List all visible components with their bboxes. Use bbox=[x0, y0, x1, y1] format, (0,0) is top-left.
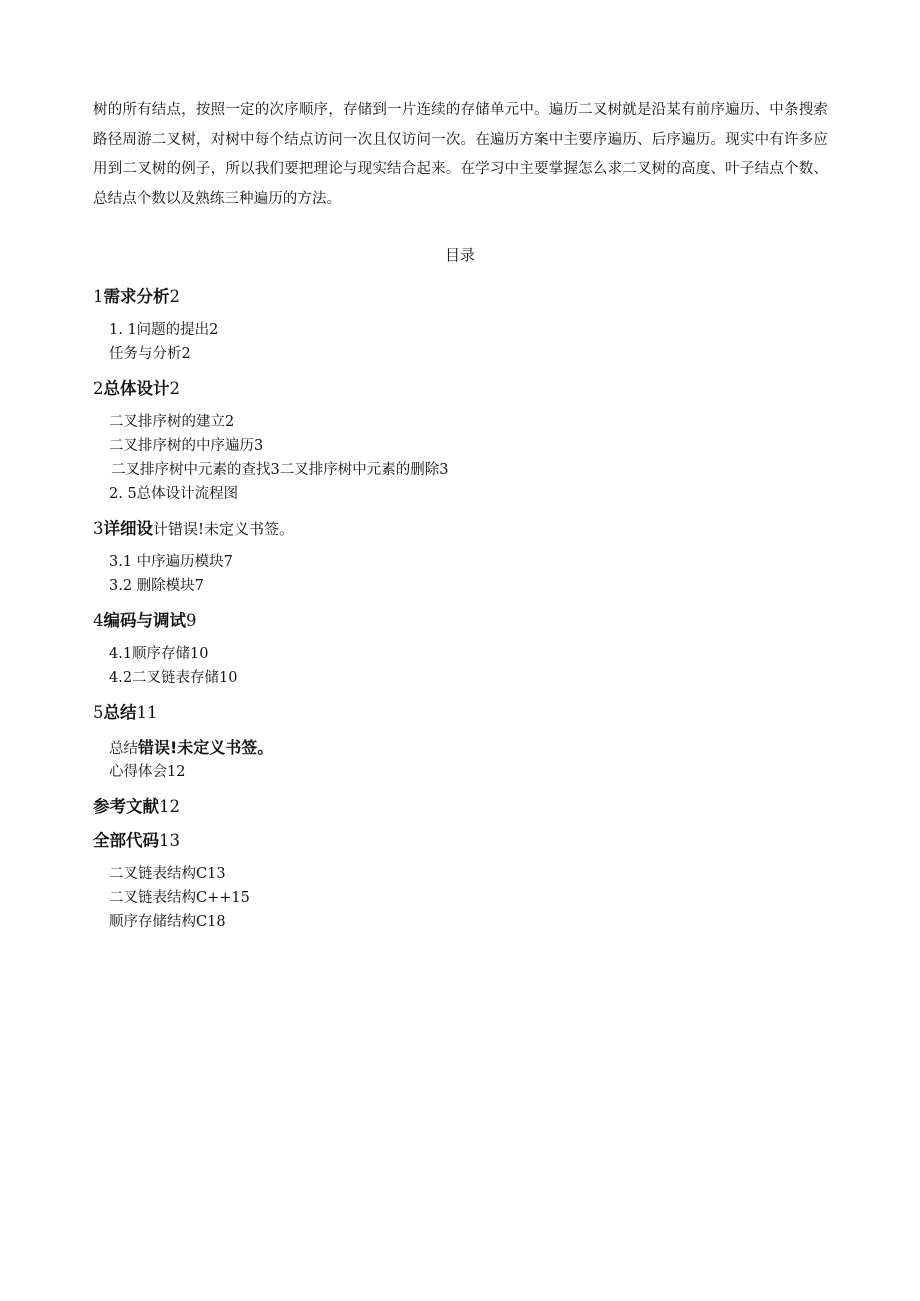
toc-section-1-number: 1 bbox=[93, 287, 104, 306]
toc-section-1-title: 需求分析 bbox=[103, 287, 170, 306]
toc-section-4[interactable] bbox=[93, 608, 853, 634]
toc-section-references[interactable] bbox=[93, 794, 853, 820]
toc-item-2-2[interactable]: 二叉排序树的中序遍历3 bbox=[109, 438, 264, 454]
intro-paragraph: 树的所有结点，按照一定的次序顺序，存储到一片连续的存储单元中。遍历二叉树就是沿某有前序遍历、中条搜索路径周游二叉树，对树中每个结点访问一次且仅访问一次。在遍历方案中主要序遍历、后序遍历。现实中有许多应用到二叉树的例子，所以我们要把理论与现实结合起来。在学习中主要掌握怎么求二叉树的高度、叶子结点个数、总结点个数以及熟练三种遍历的方法。 bbox=[93, 102, 828, 207]
toc-section-3[interactable] bbox=[93, 516, 853, 542]
toc-full-code-page: 13 bbox=[159, 831, 180, 850]
table-of-contents bbox=[93, 284, 853, 934]
toc-references-page: 12 bbox=[159, 797, 180, 816]
toc-item-3-2[interactable]: 3.2 删除模块7 bbox=[109, 578, 204, 594]
toc-section-1-page: 2 bbox=[169, 287, 180, 306]
toc-section-4-title: 编码与调试 bbox=[103, 611, 186, 630]
toc-section-3-number: 3 bbox=[93, 519, 104, 538]
toc-item-4-1[interactable]: 4.1顺序存储10 bbox=[109, 646, 209, 662]
toc-section-4-page: 9 bbox=[186, 611, 197, 630]
toc-section-5-number: 5 bbox=[93, 703, 104, 722]
toc-section-1[interactable] bbox=[93, 284, 853, 310]
toc-section-2-title: 总体设计 bbox=[103, 379, 170, 398]
toc-full-code-title: 全部代码 bbox=[93, 831, 159, 850]
toc-item-7-1[interactable]: 二叉链表结构C13 bbox=[109, 866, 226, 882]
toc-section-3-error: 计错误!未定义书签。 bbox=[153, 520, 295, 538]
toc-item-1-2[interactable]: 任务与分析2 bbox=[109, 346, 191, 362]
toc-item-5-1-prefix: 总结 bbox=[109, 741, 138, 757]
toc-item-7-2[interactable]: 二叉链表结构C++15 bbox=[109, 890, 250, 906]
toc-section-5[interactable] bbox=[93, 700, 853, 726]
toc-section-4-number: 4 bbox=[93, 611, 104, 630]
toc-section-2-number: 2 bbox=[93, 379, 104, 398]
toc-item-7-3[interactable]: 顺序存储结构C18 bbox=[109, 914, 226, 930]
toc-title: 目录 bbox=[444, 246, 475, 264]
toc-item-5-1[interactable] bbox=[93, 736, 853, 760]
toc-section-2-page: 2 bbox=[169, 379, 180, 398]
toc-item-4-2[interactable]: 4.2二叉链表存储10 bbox=[109, 670, 238, 686]
toc-section-full-code[interactable] bbox=[93, 828, 853, 854]
toc-item-2-1[interactable]: 二叉排序树的建立2 bbox=[109, 414, 235, 430]
toc-section-5-title: 总结 bbox=[103, 703, 137, 722]
toc-item-1-1[interactable]: 1. 1问题的提出2 bbox=[109, 322, 219, 338]
toc-section-5-page: 11 bbox=[136, 703, 158, 722]
toc-references-title: 参考文献 bbox=[93, 797, 159, 816]
toc-section-3-title: 详细设 bbox=[103, 519, 153, 538]
toc-item-2-3[interactable]: 二叉排序树中元素的查找3二叉排序树中元素的删除3 bbox=[111, 462, 449, 478]
toc-item-3-1[interactable]: 3.1 中序遍历模块7 bbox=[109, 554, 233, 570]
toc-item-2-5[interactable]: 2. 5总体设计流程图 bbox=[109, 486, 239, 502]
toc-item-5-1-error: 错误!未定义书签。 bbox=[138, 738, 274, 757]
toc-section-2[interactable] bbox=[93, 376, 853, 402]
toc-item-5-2[interactable]: 心得体会12 bbox=[109, 764, 186, 780]
